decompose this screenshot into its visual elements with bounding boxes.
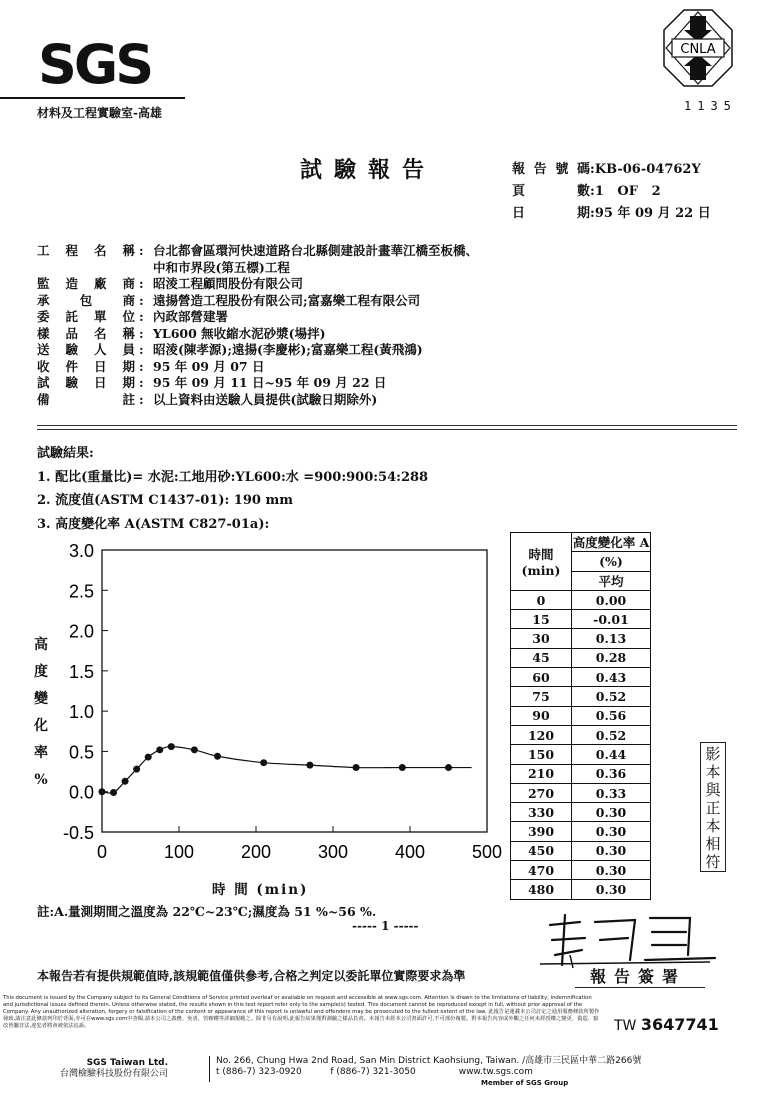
chart-xlabel: 時 間 (min)	[212, 882, 309, 898]
logo-underline	[0, 97, 185, 99]
table-row	[511, 610, 651, 629]
meta-date: 日期:95 年 09 月 22 日	[512, 206, 711, 221]
data-point	[156, 746, 163, 753]
data-point	[133, 766, 140, 773]
time-cell: 270	[511, 783, 572, 802]
time-cell: 60	[511, 668, 572, 687]
x-tick-label: 0	[96, 842, 108, 862]
data-point	[145, 754, 152, 761]
time-cell: 470	[511, 861, 572, 880]
info-row: 送驗人員 : 昭淩(陳孝源);遠揚(李慶彬);富嘉樂工程(黃飛鴻)	[37, 342, 423, 357]
info-row: 監造廠商 : 昭淩工程顧問股份有限公司	[37, 276, 304, 291]
y-tick-label: 0.0	[68, 782, 94, 803]
divider	[37, 425, 737, 430]
time-cell: 480	[511, 880, 572, 899]
info-row: 委託單位 : 內政部營建署	[37, 309, 229, 324]
page-number: ----- 1 -----	[352, 919, 419, 933]
meta-pages: 頁數:1 OF 2	[512, 184, 661, 199]
chart-ylabel: 高度變化率 %	[34, 637, 48, 788]
x-tick-label: 400	[394, 842, 426, 862]
time-cell: 15	[511, 610, 572, 629]
meta-report-no: 報告號碼:KB-06-04762Y	[512, 162, 701, 177]
data-point	[99, 788, 106, 795]
change-cell: 0.52	[572, 687, 651, 706]
y-tick-label: 1.0	[68, 702, 94, 723]
y-tick-label: 1.5	[68, 661, 94, 682]
result-item: 2. 流度值(ASTM C1437-01): 190 mm	[37, 493, 293, 508]
table-row	[511, 822, 651, 841]
table-row	[511, 841, 651, 860]
footer-divider	[209, 1056, 210, 1082]
table-header-time: 時間 (min)	[511, 533, 572, 591]
change-cell: 0.30	[572, 880, 651, 899]
table-row	[511, 648, 651, 667]
data-point	[214, 753, 221, 760]
data-point	[122, 778, 129, 785]
table-header-unit: (%)	[572, 552, 651, 571]
change-cell: 0.56	[572, 706, 651, 725]
plot-frame	[102, 550, 487, 832]
tw-number: TW 3647741	[614, 1015, 719, 1034]
data-point	[445, 764, 452, 771]
time-cell: 330	[511, 803, 572, 822]
time-cell: 120	[511, 725, 572, 744]
info-row: 備註 : 以上資料由送驗人員提供(試驗日期除外)	[37, 391, 378, 407]
time-cell: 30	[511, 629, 572, 648]
table-header-avg: 平均	[572, 571, 651, 590]
change-cell: 0.52	[572, 725, 651, 744]
change-cell: 0.30	[572, 861, 651, 880]
y-tick-label: 0.5	[68, 742, 94, 763]
info-row: 中和市界段(第五標)工程	[153, 259, 290, 275]
change-cell: 0.30	[572, 803, 651, 822]
cnla-logo	[662, 8, 734, 88]
data-point	[110, 789, 117, 796]
table-row	[511, 745, 651, 764]
x-tick-label: 300	[317, 842, 349, 862]
footer-contact: No. 266, Chung Hwa 2nd Road, San Min District Kaohsiung, Taiwan. /高雄市三民區中華二路266號 t (886-7) 323-0920 f (886-7) 321-3050 www.tw.sgs.com Member of SGS Group	[216, 1056, 642, 1087]
change-cell: 0.00	[572, 590, 651, 609]
change-cell: 0.13	[572, 629, 651, 648]
table-row	[511, 668, 651, 687]
report-title: 試驗報告	[300, 157, 437, 183]
data-point	[260, 759, 267, 766]
sign-line	[575, 987, 705, 988]
signature	[540, 910, 720, 970]
table-row	[511, 725, 651, 744]
note: 註:A.量測期間之溫度為 22℃~23℃;濕度為 51 %~56 %.	[37, 904, 377, 919]
info-row: 工程名稱 : 台北都會區環河快速道路台北縣側建設計畫華江橋至板橋、	[37, 243, 479, 258]
table-row	[511, 706, 651, 725]
change-cell: 0.28	[572, 648, 651, 667]
table-row	[511, 687, 651, 706]
change-cell: -0.01	[572, 610, 651, 629]
info-row: 承包商 : 遠揚營造工程股份有限公司;富嘉樂工程有限公司	[37, 292, 421, 308]
cnla-text: CNLA	[680, 42, 716, 57]
change-cell: 0.30	[572, 841, 651, 860]
results-block	[37, 442, 428, 536]
data-point	[191, 746, 198, 753]
x-tick-label: 200	[240, 842, 272, 862]
change-cell: 0.44	[572, 745, 651, 764]
x-tick-label: 500	[471, 842, 503, 862]
data-point	[353, 764, 360, 771]
y-tick-label: 3.0	[68, 541, 94, 561]
series-line	[102, 747, 472, 794]
info-block	[37, 243, 693, 408]
table-row	[511, 629, 651, 648]
change-cell: 0.36	[572, 764, 651, 783]
data-point	[306, 762, 313, 769]
info-row: 樣品名稱 : YL600 無收縮水泥砂漿(場拌)	[37, 325, 326, 341]
y-tick-label: 2.5	[68, 581, 94, 602]
data-table	[510, 532, 651, 900]
height-change-chart	[52, 538, 512, 898]
table-header-change: 高度變化率 A	[572, 533, 651, 552]
data-point	[399, 764, 406, 771]
time-cell: 150	[511, 745, 572, 764]
disclaimer: 本報告若有提供規範值時,該規範值僅供參考,合格之判定以委託單位實際要求為準	[37, 969, 466, 983]
info-row: 試驗日期 : 95 年 09 月 11 日~95 年 09 月 22 日	[37, 375, 387, 390]
result-item: 3. 高度變化率 A(ASTM C827-01a):	[37, 516, 270, 532]
change-cell: 0.33	[572, 783, 651, 802]
y-tick-label: -0.5	[62, 823, 94, 843]
cert-number: 1135	[684, 99, 737, 113]
y-tick-label: 2.0	[68, 621, 94, 642]
copy-stamp: 影本與正本相符	[700, 742, 726, 872]
footer-company: SGS Taiwan Ltd. 台灣檢驗科技股份有限公司	[60, 1058, 169, 1079]
table-row	[511, 783, 651, 802]
result-item: 1. 配比(重量比)= 水泥:工地用砂:YL600:水 =900:900:54:288	[37, 469, 429, 485]
data-point	[168, 743, 175, 750]
time-cell: 90	[511, 706, 572, 725]
time-cell: 450	[511, 841, 572, 860]
sign-title: 報告簽署	[590, 967, 687, 986]
lab-name: 材料及工程實驗室-高雄	[37, 106, 162, 120]
change-cell: 0.30	[572, 822, 651, 841]
change-cell: 0.43	[572, 668, 651, 687]
time-cell: 45	[511, 648, 572, 667]
time-cell: 210	[511, 764, 572, 783]
time-cell: 0	[511, 590, 572, 609]
results-heading: 試驗結果:	[37, 446, 94, 461]
info-row: 收件日期 : 95 年 09 月 07 日	[37, 358, 265, 374]
table-row	[511, 880, 651, 899]
x-tick-label: 100	[163, 842, 195, 862]
time-cell: 75	[511, 687, 572, 706]
table-row	[511, 590, 651, 609]
table-row	[511, 803, 651, 822]
table-row	[511, 861, 651, 880]
sgs-logo: SGS	[38, 33, 152, 96]
table-row	[511, 764, 651, 783]
legal-text: This document is issued by the Company subject to its General Conditions of Service printed overleaf or available on request and accessible at www.sgs.com. Attention is drawn to the limitations of liability, indemnification and jurisdictional issues defined therein. Unless otherwise stated, the results shown in this test report refer only to the sample(s) tested. This document cannot be reproduced except in full, without prior approval of the Company. Any unauthorized alteration, forgery or falsification of the content or appearance of this report is unlawful and offenders may be prosecuted to the fullest extent of the law. 此報告是運載本公司訂定之通用服務條款所製作發致,請注意此條款列印於背面,亦可在www.sgs.com中查閱,請本公司之義務、免責、管轄權等詳細規範之。除非另有說明,此報告結果僅對測驗之樣品負責。本報告未經本公司書面許可,不可部份複製。對本報告內容或外觀之任何未經授權之變更、偽造、竄改皆屬非法,違犯者將會被依法追訴。	[3, 995, 600, 1029]
time-cell: 390	[511, 822, 572, 841]
